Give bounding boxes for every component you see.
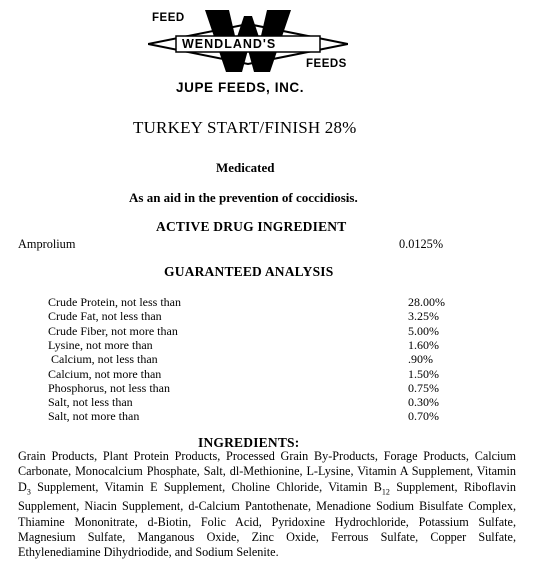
analysis-row-value: 28.00% <box>408 295 445 309</box>
analysis-row <box>48 409 458 423</box>
analysis-row-value: 0.30% <box>408 395 439 410</box>
analysis-row <box>48 338 458 352</box>
ingredients-subscript-3: 3 <box>26 487 31 497</box>
active-drug-heading: ACTIVE DRUG INGREDIENT <box>156 219 347 234</box>
ingredients-text-part1: Grain Products, Plant Protein Products, Processed Grain By-Products, Forage Products, Calcium Carbonate, Monocalcium Phosphate, Salt, dl-Methionine, L-Lysine, Vitamin A Supplement, Vitamin D <box>18 449 516 494</box>
analysis-row-value: 0.70% <box>408 409 439 424</box>
analysis-row-label: Calcium, not less than <box>48 352 158 367</box>
analysis-row-value: 1.60% <box>408 337 439 352</box>
analysis-row-value: 3.25% <box>408 309 439 324</box>
analysis-row-label: Crude Protein, not less than <box>48 295 181 309</box>
analysis-row-value: 1.50% <box>408 366 439 381</box>
logo-word-feed: FEED <box>152 12 185 24</box>
analysis-row-label: Lysine, not more than <box>48 337 153 352</box>
medicated-label: Medicated <box>216 160 275 175</box>
ingredients-text-part3: Supplement, Riboflavin Supplement, Niacin Supplement, d-Calcium Pantothenate, Menadione Sodium Bisulfate Complex, Thiamine Mononitrate, d-Biotin, Folic Acid, Pyridoxine Hydrochloride, Potassium Sulfate, Magnesium Sulfate, Manganous Oxide, Zinc Oxide, Ferrous Sulfate, Copper Sulfate, Ethylenediamine Dihydriodide, and Sodium Selenite. <box>18 479 517 560</box>
analysis-row <box>48 295 458 309</box>
analysis-row-value: .90% <box>408 352 433 367</box>
analysis-row-label: Salt, not less than <box>48 395 133 410</box>
active-drug-value: 0.0125% <box>399 237 444 251</box>
analysis-row <box>48 324 458 338</box>
analysis-row <box>48 367 458 381</box>
logo-word-wendlands: WENDLAND'S <box>182 37 277 51</box>
company-name: JUPE FEEDS, INC. <box>176 80 305 95</box>
analysis-row <box>48 352 458 366</box>
logo-word-feeds: FEEDS <box>306 58 347 70</box>
analysis-row <box>48 381 458 395</box>
active-drug-name: Amprolium <box>18 237 76 251</box>
purpose-statement: As an aid in the prevention of coccidiosis. <box>129 190 358 205</box>
analysis-row-label: Crude Fiber, not more than <box>48 323 178 338</box>
ingredients-text-part2: Supplement, Vitamin E Supplement, Choline Chloride, Vitamin B <box>30 479 382 494</box>
analysis-row-label: Salt, not more than <box>48 409 140 424</box>
analysis-row-label: Phosphorus, not less than <box>48 380 171 395</box>
analysis-row <box>48 395 458 409</box>
analysis-row <box>48 309 458 323</box>
guaranteed-analysis-heading: GUARANTEED ANALYSIS <box>164 264 334 279</box>
ingredients-heading: INGREDIENTS: <box>198 435 300 450</box>
product-title: TURKEY START/FINISH 28% <box>133 118 357 137</box>
analysis-row-label: Crude Fat, not less than <box>48 309 162 324</box>
ingredients-subscript-12: 12 <box>381 487 390 497</box>
ingredients-list <box>18 449 516 561</box>
analysis-row-value: 5.00% <box>408 323 439 338</box>
analysis-row-value: 0.75% <box>408 380 439 395</box>
analysis-row-label: Calcium, not more than <box>48 366 162 381</box>
